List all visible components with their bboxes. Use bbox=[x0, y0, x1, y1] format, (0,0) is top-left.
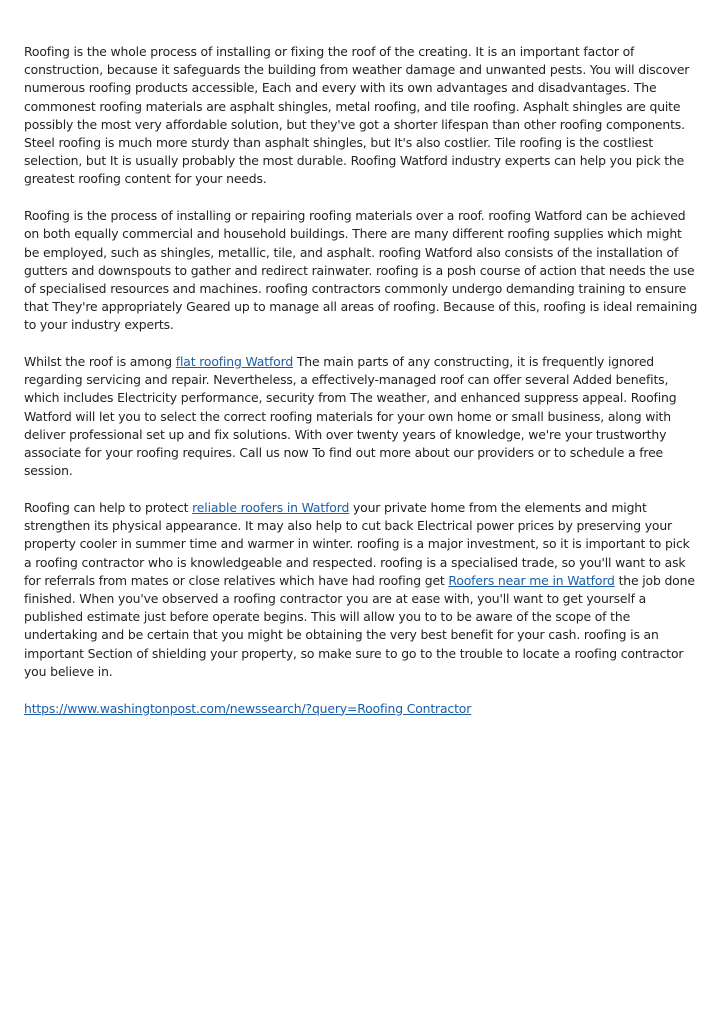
paragraph-3 bbox=[24, 353, 700, 480]
document-body bbox=[24, 43, 700, 681]
inline-link[interactable]: reliable roofers in Watford bbox=[192, 499, 350, 515]
inline-link[interactable]: flat roofing Watford bbox=[175, 354, 294, 370]
source-link-paragraph bbox=[24, 700, 700, 718]
paragraph-text: Whilst the roof is among bbox=[24, 354, 176, 370]
paragraph-text: Roofing is the whole process of installing or fixing the roof of the creating. It is an important factor of construction, because it safeguards the building from weather damage and unwanted pests. You will discover numerous roofing products accessible, Each and every with its own advantages and disadvantages. The commonest roofing materials are asphalt shingles, metal roofing, and tile roofing. Asphalt shingles are quite possibly the most very affordable solution, but they've got a shorter lifespan than other roofing components. Steel roofing is much more sturdy than asphalt shingles, but It's also costlier. Tile roofing is the costliest selection, but It is usually probably the most durable. Roofing Watford industry experts can help you pick the greatest roofing content for your needs. bbox=[24, 44, 690, 187]
paragraph-text: Roofing is the process of installing or repairing roofing materials over a roof. roofing Watford can be achieved on both equally commercial and household buildings. There are many different roofing supplies which might be employed, such as shingles, metallic, tile, and asphalt. roofing Watford also consists of the installation of gutters and downspouts to gather and redirect rainwater. roofing is a posh course of action that needs the use of specialised resources and machines. roofing contractors commonly undergo demanding training to ensure that They're appropriately Geared up to manage all areas of roofing. Because of this, roofing is ideal remaining to your industry experts. bbox=[24, 208, 698, 333]
paragraph-2 bbox=[24, 207, 700, 334]
paragraph-1 bbox=[24, 43, 700, 189]
paragraph-text: the job done finished. When you've observed a roofing contractor you are at ease with, you'll want to get yourself a published estimate just before operate begins. This will allow you to to be aware of the scope of the undertaking and be certain that you might be obtaining the very best benefit for your cash. roofing is an important Section of shielding your property, so make sure to go to the trouble to locate a roofing contractor you believe in. bbox=[24, 572, 695, 679]
paragraph-text: Roofing can help to protect bbox=[24, 499, 193, 515]
inline-link[interactable]: Roofers near me in Watford bbox=[448, 572, 615, 588]
paragraph-text: your private home from the elements and might strengthen its physical appearance. It may also help to cut back Electrical power prices by preserving your property cooler in summer time and warmer in winter. roofing is a major investment, so it is important to pick a roofing contractor who is knowledgeable and respected. roofing is a specialised trade, so you'll want to ask for referrals from mates or close relatives which have had roofing get bbox=[24, 499, 690, 588]
source-link[interactable]: https://www.washingtonpost.com/newssearch/?query=Roofing Contractor bbox=[24, 700, 472, 716]
document-page bbox=[24, 43, 700, 718]
paragraph-text: The main parts of any constructing, it is frequently ignored regarding servicing and repair. Nevertheless, a effectively-managed roof can offer several Added benefits, which includes Electricity performance, security from The weather, and enhanced suppress appeal. Roofing Watford will let you to select the correct roofing materials for your own home or small business, along with deliver professional set up and fix solutions. With over twenty years of knowledge, we're your trustworthy associate for your roofing requires. Call us now To find out more about our providers or to schedule a free session. bbox=[24, 354, 677, 479]
paragraph-4 bbox=[24, 499, 700, 681]
